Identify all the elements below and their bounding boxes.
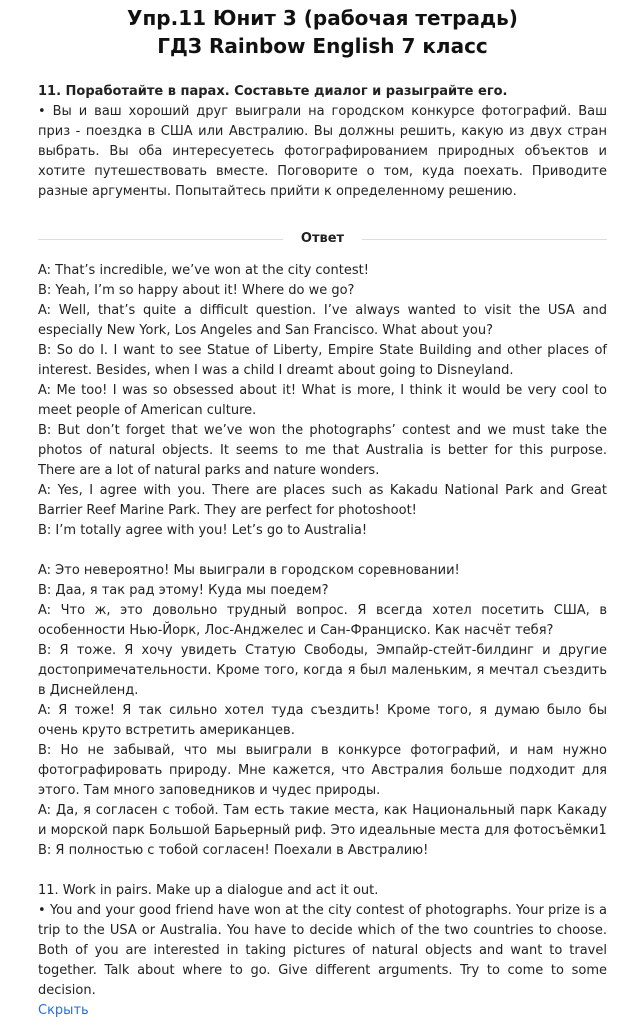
dialogue-line: A: Это невероятно! Мы выиграли в городском соревновании! [38,563,460,578]
divider-line-left [38,239,283,240]
hide-link[interactable]: Скрыть [38,1003,89,1018]
dialogue-line: B: Я полностью с тобой согласен! Поехали в Австралию! [38,843,429,858]
task-ru [38,82,607,202]
dialogue-line: A: That’s incredible, we’ve won at the city contest! [38,263,369,278]
dialogue-russian [38,561,607,861]
dialogue-line: A: Yes, I agree with you. There are places such as Kakadu National Park and Great Barrier Reef Marine Park. They are perfect for photoshoot! [38,483,607,518]
task-en-text: • You and your good friend have won at the city contest of photographs. Your prize is a trip to the USA or Australia. You have to decide which of the two countries to choose. Both of you are interested in taking pictures of natural objects and want to travel together. Talk about where to go. Give different arguments. Try to come to some decision. [38,903,607,998]
task-en-heading: 11. Work in pairs. Make up a dialogue and act it out. [38,883,379,898]
dialogue-line: A: Да, я согласен с тобой. Там есть такие места, как Национальный парк Какаду и морской парк Большой Барьерный риф. Это идеальные места для фотосъёмки1 [38,803,607,838]
dialogue-line: B: Даа, я так рад этому! Куда мы поедем? [38,583,329,598]
dialogue-line: B: But don’t forget that we’ve won the photographs’ contest and we must take the photos of natural objects. It seems to me that Australia is better for this purpose. There are a lot of natural parks and nature wonders. [38,423,607,478]
dialogue-line: A: Me too! I was so obsessed about it! What is more, I think it would be very cool to meet people of American culture. [38,383,607,418]
content [38,82,607,1021]
task-text: • Вы и ваш хороший друг выиграли на городском конкурсе фотографий. Ваш приз - поездка в США или Австралию. Вы должны решить, какую из двух стран выбрать. Вы оба интересуетесь фотографированием природных объектов и хотите путешествовать вместе. Поговорите о том, куда поехать. Приводите разные аргументы. Попытайтесь прийти к определенному решению. [38,104,607,199]
task-heading: 11. Поработайте в парах. Составьте диалог и разыграйте его. [38,84,508,99]
page-title [38,0,607,60]
answer-divider [38,229,607,249]
page-title-line-1: Упр.11 Юнит 3 (рабочая тетрадь) [127,6,518,30]
dialogue-line: A: Well, that’s quite a difficult question. I’ve always wanted to visit the USA and especially New York, Los Angeles and San Francisco. What about you? [38,303,607,338]
dialogue-line: B: Yeah, I’m so happy about it! Where do we go? [38,283,355,298]
dialogue-line: A: Что ж, это довольно трудный вопрос. Я всегда хотел посетить США, в особенности Нью-Йорк, Лос-Анджелес и Сан-Франциско. Как насчёт тебя? [38,603,607,638]
dialogue-english [38,261,607,541]
divider-line-right [362,239,607,240]
task-en [38,881,607,1021]
dialogue-line: B: Но не забывай, что мы выиграли в конкурсе фотографий, и нам нужно фотографировать природу. Мне кажется, что Австралия больше подходит для этого. Там много заповедников и чудес природы. [38,743,607,798]
dialogue-line: A: Я тоже! Я так сильно хотел туда съездить! Кроме того, я думаю было бы очень круто встретить американцев. [38,703,607,738]
answer-label: Ответ [300,231,345,246]
dialogue-line: B: Я тоже. Я хочу увидеть Статую Свободы, Эмпайр-стейт-билдинг и другие достопримечательности. Кроме того, когда я был маленьким, я мечтал съездить в Диснейленд. [38,643,607,698]
dialogue-line: B: I’m totally agree with you! Let’s go to Australia! [38,523,368,538]
page-title-line-2: ГДЗ Rainbow English 7 класс [157,34,488,58]
dialogue-line: B: So do I. I want to see Statue of Liberty, Empire State Building and other places of interest. Besides, when I was a child I dreamt about going to Disneyland. [38,343,607,378]
